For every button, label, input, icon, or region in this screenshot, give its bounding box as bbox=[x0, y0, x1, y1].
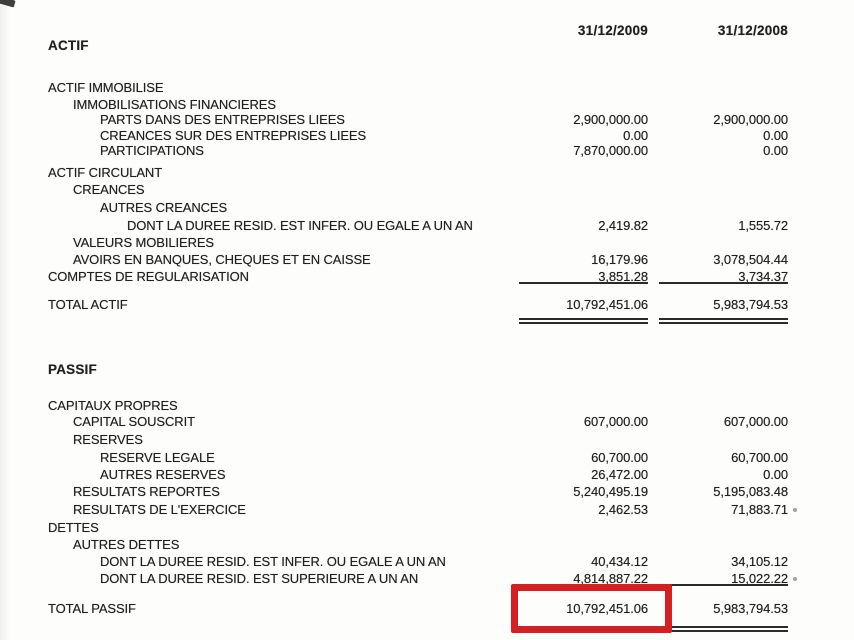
table-row bbox=[0, 520, 854, 536]
value-2009: 3,851.28 bbox=[598, 269, 648, 284]
row-label: DONT LA DUREE RESID. EST INFER. OU EGALE A UN AN bbox=[127, 218, 473, 233]
value-2009: 5,240,495.19 bbox=[573, 484, 648, 499]
value-2008: 15,022.22 bbox=[731, 571, 788, 586]
value-2008: 3,734.37 bbox=[738, 269, 788, 284]
value-2008: 0.00 bbox=[763, 128, 788, 143]
table-row bbox=[0, 200, 854, 216]
value-2008: 2,900,000.00 bbox=[713, 112, 788, 127]
table-row bbox=[0, 537, 854, 553]
row-label: IMMOBILISATIONS FINANCIERES bbox=[73, 97, 276, 112]
row-label: CREANCES bbox=[73, 182, 145, 197]
table-row bbox=[0, 398, 854, 414]
value-2009: 2,900,000.00 bbox=[573, 112, 648, 127]
value-2009: 0.00 bbox=[623, 128, 648, 143]
rule-double bbox=[659, 318, 788, 324]
row-label: CREANCES SUR DES ENTREPRISES LIEES bbox=[100, 128, 367, 143]
value-2009: 2,419.82 bbox=[598, 218, 648, 233]
column-header-2008: 31/12/2008 bbox=[717, 23, 788, 38]
rule-double bbox=[519, 318, 648, 324]
value-2008: 60,700.00 bbox=[731, 450, 788, 465]
value-2008: 3,078,504.44 bbox=[713, 252, 788, 267]
table-row bbox=[0, 165, 854, 181]
table-row bbox=[0, 143, 854, 159]
table-row bbox=[0, 218, 854, 234]
row-label: COMPTES DE REGULARISATION bbox=[48, 269, 249, 284]
row-label: PASSIF bbox=[48, 362, 97, 377]
row-label: RESULTATS DE L'EXERCICE bbox=[73, 502, 246, 517]
row-label: TOTAL ACTIF bbox=[48, 297, 128, 312]
table-row bbox=[0, 235, 854, 251]
value-2009: 4,814,887.22 bbox=[573, 571, 648, 586]
table-row bbox=[0, 484, 854, 500]
row-label: ACTIF CIRCULANT bbox=[48, 165, 163, 180]
value-2008: 5,983,794.53 bbox=[713, 297, 788, 312]
table-row bbox=[0, 601, 854, 617]
column-header-2009: 31/12/2009 bbox=[577, 23, 648, 38]
row-label: DONT LA DUREE RESID. EST SUPERIEURE A UN AN bbox=[100, 571, 419, 586]
table-row bbox=[0, 432, 854, 448]
row-label: TOTAL PASSIF bbox=[48, 601, 136, 616]
highlight-box bbox=[511, 584, 672, 633]
value-2008: 5,195,083.48 bbox=[713, 484, 788, 499]
row-label: AUTRES RESERVES bbox=[100, 467, 226, 482]
table-row bbox=[0, 467, 854, 483]
row-label: ACTIF bbox=[48, 38, 89, 53]
row-label: PARTICIPATIONS bbox=[100, 143, 204, 158]
value-2008: 5,983,794.53 bbox=[713, 601, 788, 616]
row-label: ACTIF IMMOBILISE bbox=[48, 80, 164, 95]
rule-double bbox=[659, 626, 788, 632]
table-row bbox=[0, 182, 854, 198]
table-row bbox=[0, 97, 854, 113]
value-2008: 1,555.72 bbox=[738, 218, 788, 233]
table-row bbox=[0, 112, 854, 128]
row-label: DONT LA DUREE RESID. EST INFER. OU EGALE A UN AN bbox=[100, 554, 446, 569]
row-label: AVOIRS EN BANQUES, CHEQUES ET EN CAISSE bbox=[73, 252, 371, 267]
value-2009: 26,472.00 bbox=[591, 467, 648, 482]
value-2009: 16,179.96 bbox=[591, 252, 648, 267]
table-row bbox=[0, 80, 854, 96]
rule-single bbox=[519, 282, 648, 284]
rule-single bbox=[659, 584, 788, 586]
row-label: AUTRES DETTES bbox=[73, 537, 180, 552]
value-2009: 60,700.00 bbox=[591, 450, 648, 465]
table-row bbox=[0, 128, 854, 144]
value-2009: 2,462.53 bbox=[598, 502, 648, 517]
value-2008: 34,105.12 bbox=[731, 554, 788, 569]
row-label: DETTES bbox=[48, 520, 99, 535]
value-2009: 10,792,451.06 bbox=[566, 297, 648, 312]
table-row bbox=[0, 252, 854, 268]
value-2008: 0.00 bbox=[763, 143, 788, 158]
table-row bbox=[0, 502, 854, 518]
value-2009: 607,000.00 bbox=[583, 414, 648, 429]
row-label: PARTS DANS DES ENTREPRISES LIEES bbox=[100, 112, 345, 127]
rule-single bbox=[659, 282, 788, 284]
table-row bbox=[0, 450, 854, 466]
scan-artifact bbox=[793, 577, 797, 581]
value-2009: 10,792,451.06 bbox=[566, 601, 648, 616]
table-row bbox=[0, 297, 854, 313]
row-label: CAPITAL SOUSCRIT bbox=[73, 414, 195, 429]
value-2009: 7,870,000.00 bbox=[573, 143, 648, 158]
row-label: CAPITAUX PROPRES bbox=[48, 398, 178, 413]
table-row bbox=[0, 414, 854, 430]
table-row bbox=[0, 554, 854, 570]
row-label: RESULTATS REPORTES bbox=[73, 484, 220, 499]
value-2008: 71,883.71 bbox=[731, 502, 788, 517]
table-row bbox=[0, 362, 854, 378]
row-label: RESERVES bbox=[73, 432, 143, 447]
row-label: RESERVE LEGALE bbox=[100, 450, 215, 465]
value-2009: 40,434.12 bbox=[591, 554, 648, 569]
table-row bbox=[0, 38, 854, 54]
row-label: AUTRES CREANCES bbox=[100, 200, 228, 215]
row-label: VALEURS MOBILIERES bbox=[73, 235, 215, 250]
scan-artifact bbox=[0, 0, 16, 7]
value-2008: 0.00 bbox=[763, 467, 788, 482]
value-2008: 607,000.00 bbox=[723, 414, 788, 429]
scan-artifact bbox=[793, 508, 797, 512]
